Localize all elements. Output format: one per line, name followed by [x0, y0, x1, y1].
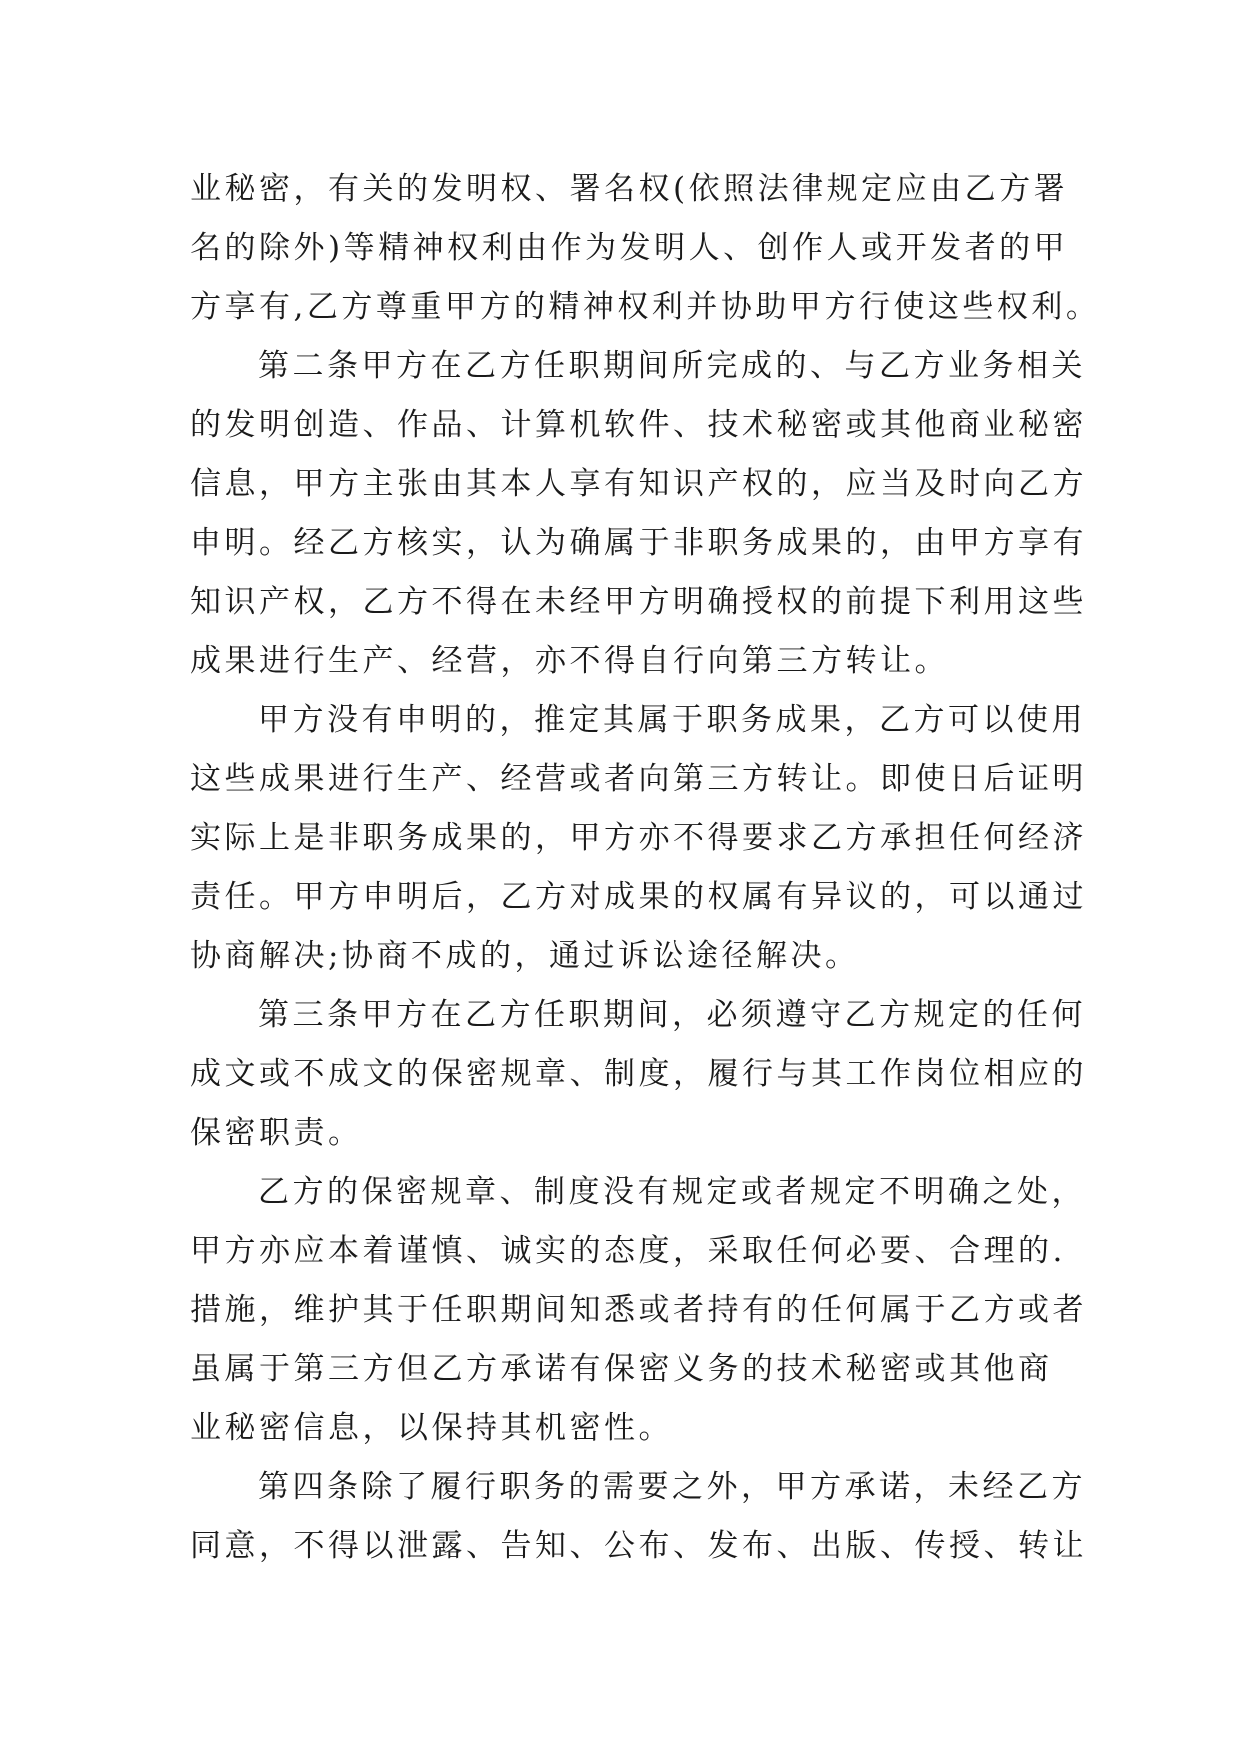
text-line: 方享有,乙方尊重甲方的精神权利并协助甲方行使这些权利。 — [190, 289, 1101, 325]
text-line: 这些成果进行生产、经营或者向第三方转让。即使日后证明 — [190, 761, 1087, 797]
text-line: 协商解决;协商不成的，通过诉讼途径解决。 — [190, 938, 860, 974]
text-line: 同意，不得以泄露、告知、公布、发布、出版、传授、转让 — [190, 1528, 1087, 1564]
text-line: 实际上是非职务成果的，甲方亦不得要求乙方承担任何经济 — [190, 820, 1087, 856]
text-line: 知识产权，乙方不得在未经甲方明确授权的前提下利用这些 — [190, 584, 1087, 620]
text-line: 名的除外)等精神权利由作为发明人、创作人或开发者的甲 — [190, 230, 1069, 266]
text-line: 第二条甲方在乙方任职期间所完成的、与乙方业务相关 — [258, 348, 1086, 384]
text-line: 成文或不成文的保密规章、制度，履行与其工作岗位相应的 — [190, 1056, 1087, 1092]
text-line: 第三条甲方在乙方任职期间，必须遵守乙方规定的任何 — [258, 997, 1086, 1033]
text-line: 成果进行生产、经营，亦不得自行向第三方转让。 — [190, 643, 949, 679]
text-line: 申明。经乙方核实，认为确属于非职务成果的，由甲方享有 — [190, 525, 1087, 561]
text-line: 第四条除了履行职务的需要之外，甲方承诺，未经乙方 — [258, 1469, 1086, 1505]
text-line: 责任。甲方申明后，乙方对成果的权属有异议的，可以通过 — [190, 879, 1087, 915]
text-line: 的发明创造、作品、计算机软件、技术秘密或其他商业秘密 — [190, 407, 1087, 443]
text-line: 信息，甲方主张由其本人享有知识产权的，应当及时向乙方 — [190, 466, 1087, 502]
text-line: 业秘密，有关的发明权、署名权(依照法律规定应由乙方署 — [190, 171, 1069, 207]
text-line: 措施，维护其于任职期间知悉或者持有的任何属于乙方或者 — [190, 1292, 1087, 1328]
text-line: 甲方亦应本着谨慎、诚实的态度，采取任何必要、合理的. — [190, 1233, 1066, 1269]
text-line: 虽属于第三方但乙方承诺有保密义务的技术秘密或其他商 — [190, 1351, 1053, 1387]
text-line: 甲方没有申明的，推定其属于职务成果，乙方可以使用 — [258, 702, 1086, 738]
text-line: 业秘密信息，以保持其机密性。 — [190, 1410, 673, 1446]
document-body — [190, 160, 1101, 1576]
text-line: 乙方的保密规章、制度没有规定或者规定不明确之处， — [258, 1174, 1086, 1210]
text-line: 保密职责。 — [190, 1115, 363, 1151]
